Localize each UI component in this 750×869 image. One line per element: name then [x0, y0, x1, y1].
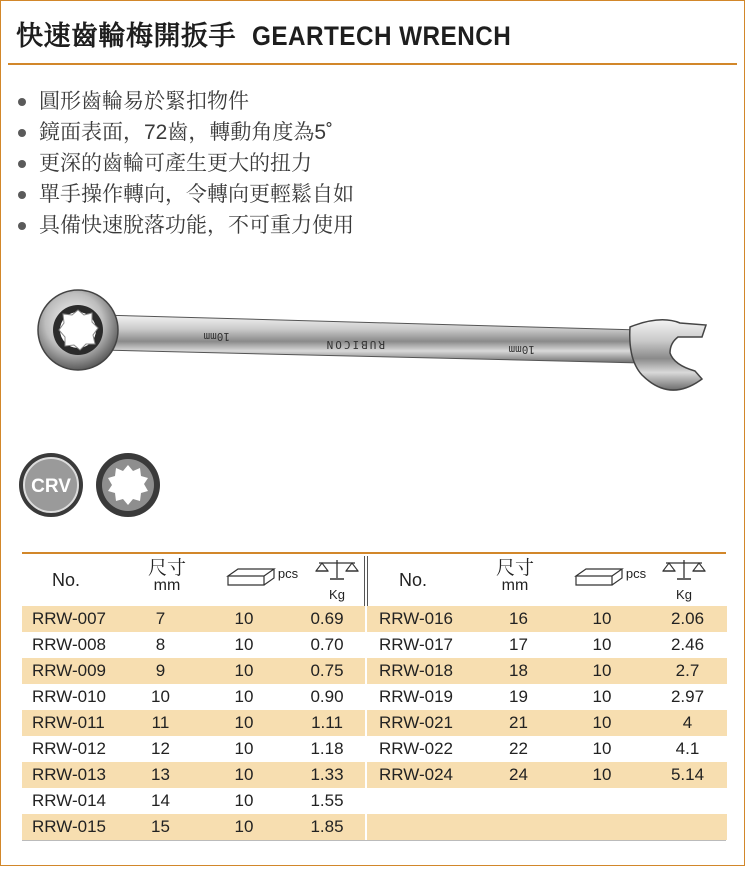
table-row — [22, 762, 365, 788]
table-row — [22, 788, 365, 814]
scale-icon — [314, 558, 360, 582]
cell-weight: 2.97 — [670, 687, 705, 706]
feature-item — [18, 117, 354, 148]
cell-size: 19 — [509, 687, 528, 706]
title-english: GEARTECH WRENCH — [252, 21, 512, 51]
feature-item — [18, 86, 354, 117]
cell-pcs: 10 — [592, 739, 612, 758]
feature-item — [18, 179, 354, 210]
cell-size: 14 — [151, 791, 170, 810]
cell-size: 8 — [155, 635, 166, 654]
cell-pcs: 10 — [234, 791, 254, 810]
spec-table-right — [367, 556, 727, 840]
box-icon — [574, 566, 626, 588]
feature-text: 更深的齒輪可產生更大的扭力 — [39, 152, 312, 175]
cell-model-no: RRW-021 — [379, 713, 454, 732]
header-kg-label: Kg — [329, 587, 345, 602]
cell-model-no: RRW-024 — [379, 765, 454, 784]
cell-weight: 1.18 — [310, 739, 344, 758]
table-row — [22, 606, 365, 632]
table-bottom-rule — [22, 840, 726, 841]
header-kg — [659, 558, 709, 603]
cell-model-no: RRW-012 — [32, 739, 107, 758]
table-body — [22, 606, 365, 840]
cell-pcs: 10 — [234, 713, 254, 732]
table-row — [367, 658, 727, 684]
cell-pcs: 10 — [592, 609, 612, 628]
cell-model-no: RRW-007 — [32, 609, 107, 628]
table-row — [22, 814, 365, 840]
header-size-cn: 尺寸 — [495, 558, 534, 579]
cell-model-no: RRW-015 — [32, 817, 107, 836]
header-no: No. — [52, 570, 81, 590]
scale-icon — [661, 558, 707, 582]
cell-model-no: RRW-013 — [32, 765, 107, 784]
cell-pcs: 10 — [592, 713, 612, 732]
cell-pcs: 10 — [234, 817, 254, 836]
engraving-right: 10mm — [508, 343, 535, 356]
engraving-center: RUBICON — [324, 338, 385, 351]
feature-item — [18, 148, 354, 179]
cell-model-no: RRW-010 — [32, 687, 107, 706]
feature-text: 鏡面表面，72齒，轉動角度為5˚ — [39, 121, 334, 144]
wrench-product-image — [30, 275, 720, 425]
header-no: No. — [399, 570, 428, 590]
table-header — [22, 556, 365, 606]
table-row — [367, 710, 727, 736]
cell-size: 21 — [509, 713, 528, 732]
table-top-rule — [22, 552, 726, 554]
crv-label: CRV — [31, 476, 71, 497]
feature-text: 具備快速脫落功能，不可重力使用 — [39, 214, 354, 237]
header-size-unit: mm — [153, 577, 181, 594]
cell-weight: 1.33 — [310, 765, 344, 784]
cell-model-no: RRW-016 — [379, 609, 454, 628]
cell-model-no: RRW-022 — [379, 739, 454, 758]
cell-weight: 1.85 — [310, 817, 344, 836]
cell-model-no: RRW-019 — [379, 687, 454, 706]
cell-size: 17 — [509, 635, 528, 654]
table-row — [367, 736, 727, 762]
cell-size: 24 — [509, 765, 528, 784]
cell-weight: 0.69 — [310, 609, 344, 628]
cell-size: 15 — [151, 817, 170, 836]
cell-weight: 0.70 — [310, 635, 344, 654]
bullet-icon — [18, 191, 26, 199]
header-pcs — [222, 566, 302, 588]
cell-size: 11 — [151, 713, 170, 732]
cell-weight: 1.55 — [310, 791, 344, 810]
feature-text: 圓形齒輪易於緊扣物件 — [39, 90, 249, 113]
cell-size: 16 — [509, 609, 528, 628]
cell-pcs: 10 — [234, 687, 254, 706]
cell-pcs: 10 — [592, 765, 612, 784]
box-icon — [226, 566, 278, 588]
table-row — [22, 658, 365, 684]
spec-table-left — [22, 556, 365, 840]
table-row — [367, 762, 727, 788]
table-row — [367, 814, 727, 840]
cell-pcs: 10 — [234, 635, 254, 654]
engraving-left: 10mm — [203, 330, 230, 343]
table-header — [367, 556, 727, 606]
bullet-icon — [18, 222, 26, 230]
feature-list — [18, 86, 354, 241]
header-size-cn: 尺寸 — [147, 558, 186, 579]
title-chinese: 快速齒輪梅開扳手 — [16, 21, 236, 51]
table-body — [367, 606, 727, 840]
header-size — [495, 560, 535, 594]
feature-text: 單手操作轉向，令轉向更輕鬆自如 — [39, 183, 354, 206]
table-row — [22, 632, 365, 658]
cell-pcs: 10 — [592, 687, 612, 706]
cell-pcs: 10 — [234, 765, 254, 784]
cell-weight: 0.75 — [310, 661, 344, 680]
cell-weight: 4 — [682, 713, 693, 732]
header-size — [147, 560, 187, 594]
cell-model-no: RRW-011 — [32, 713, 105, 732]
twelve-point-gear-icon — [95, 451, 161, 519]
cell-model-no: RRW-008 — [32, 635, 107, 654]
cell-size: 7 — [155, 609, 166, 628]
bullet-icon — [18, 98, 26, 106]
cell-model-no: RRW-018 — [379, 661, 454, 680]
cell-pcs: 10 — [234, 739, 254, 758]
header-size-unit: mm — [501, 577, 529, 594]
cell-weight: 4.1 — [675, 739, 700, 758]
title-divider — [8, 63, 737, 65]
table-row — [22, 736, 365, 762]
table-row — [367, 632, 727, 658]
feature-item — [18, 210, 354, 241]
header-pcs — [570, 566, 650, 588]
cell-weight: 2.46 — [670, 635, 705, 654]
table-row — [367, 684, 727, 710]
cell-weight: 0.90 — [310, 687, 344, 706]
cell-size: 12 — [151, 739, 170, 758]
table-row — [22, 710, 365, 736]
cell-pcs: 10 — [234, 609, 254, 628]
table-row — [22, 684, 365, 710]
bullet-icon — [18, 160, 26, 168]
cell-model-no: RRW-014 — [32, 791, 107, 810]
cell-pcs: 10 — [592, 635, 612, 654]
header-kg — [312, 558, 362, 603]
cell-model-no: RRW-017 — [379, 635, 454, 654]
cell-size: 9 — [155, 661, 166, 680]
cell-weight: 5.14 — [670, 765, 705, 784]
cell-weight: 2.06 — [670, 609, 705, 628]
cell-size: 22 — [509, 739, 528, 758]
cell-size: 18 — [509, 661, 528, 680]
page-title — [16, 14, 540, 53]
table-row — [367, 606, 727, 632]
cell-model-no: RRW-009 — [32, 661, 107, 680]
cell-weight: 2.7 — [675, 661, 700, 680]
cell-size: 13 — [151, 765, 170, 784]
cell-size: 10 — [151, 687, 170, 706]
crv-badge — [17, 451, 85, 519]
table-row — [367, 788, 727, 814]
cell-weight: 1.11 — [311, 713, 343, 732]
header-kg-label: Kg — [676, 587, 692, 602]
cell-pcs: 10 — [592, 661, 612, 680]
bullet-icon — [18, 129, 26, 137]
header-pcs-label: pcs — [277, 566, 299, 581]
header-pcs-label: pcs — [625, 566, 647, 581]
cell-pcs: 10 — [234, 661, 254, 680]
